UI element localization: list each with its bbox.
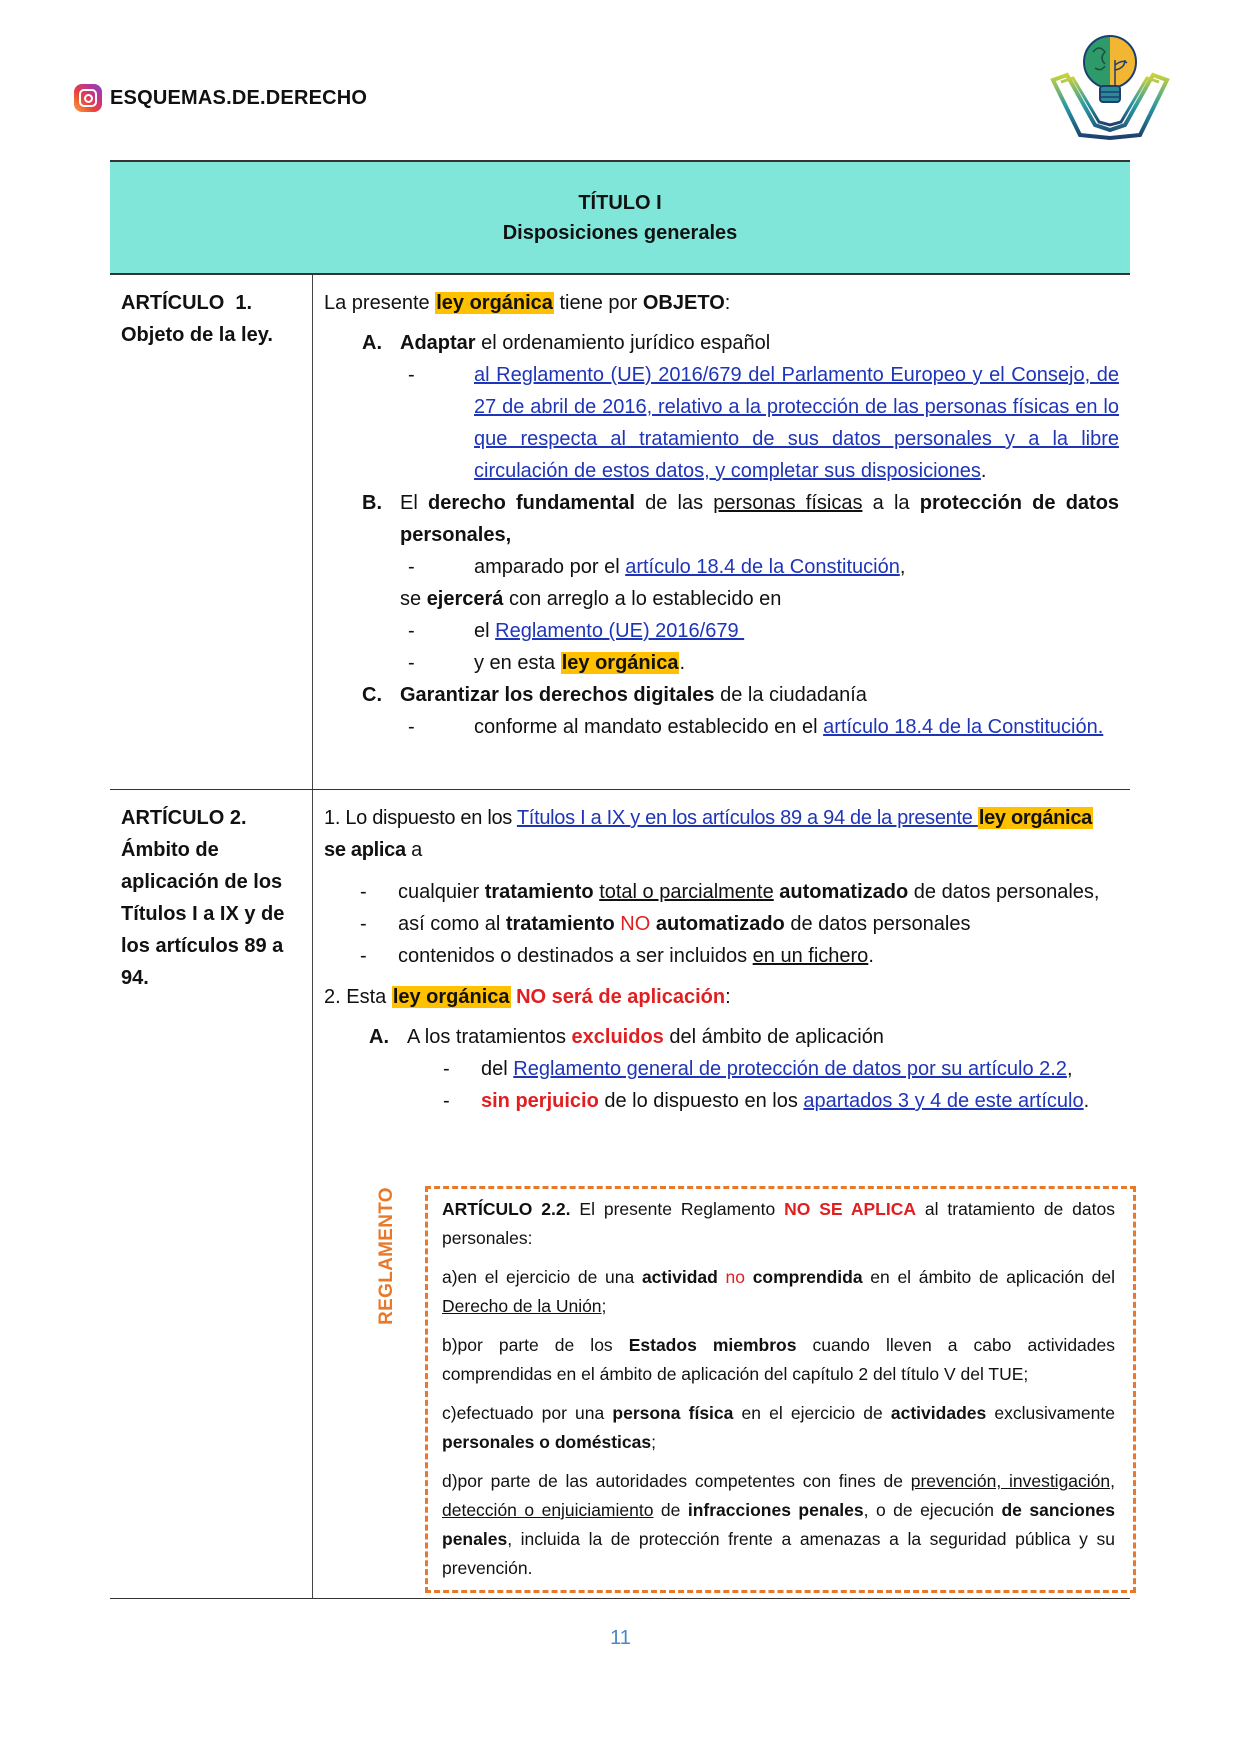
bold-text: actividad [641, 1267, 718, 1287]
article-2-item-a [324, 1021, 1119, 1117]
bold-text: infracciones penales [687, 1500, 864, 1520]
title-header [110, 160, 1130, 275]
underlined-text: total o parcialmente [599, 881, 774, 903]
text: y en esta [474, 652, 561, 674]
red-no: no [725, 1267, 745, 1287]
bold-text: de sanciones penales [442, 1500, 1115, 1549]
reglamento-label-text: REGLAMENTO [376, 1187, 397, 1325]
bold-text: Garantizar los derechos digitales [400, 684, 715, 706]
dash-bullet: - [408, 556, 415, 578]
highlight-ley-organica: ley orgánica [436, 292, 553, 314]
text: a [405, 839, 422, 861]
text: ; [601, 1296, 607, 1316]
reglamento-item-d [442, 1467, 1115, 1583]
bold-text: tratamiento [484, 881, 594, 903]
text: de datos personales [784, 913, 971, 935]
page-number: 11 [610, 1627, 631, 1649]
list-item [324, 908, 1119, 940]
highlight-ley-organica: ley orgánica [561, 652, 679, 674]
text: en el ámbito de aplicación del [862, 1267, 1115, 1287]
highlight-ley-organica: ley orgánica [392, 986, 510, 1008]
text: del ámbito de aplicación [663, 1026, 884, 1048]
list-item [400, 615, 1119, 647]
text: de la ciudadanía [714, 684, 867, 706]
text: conforme al mandato establecido en el [474, 716, 824, 738]
text: al tratamiento de datos personales: [442, 1199, 1115, 1248]
text: el [474, 620, 496, 642]
text: cuando lleven a cabo actividades comprendidas en el ámbito de aplicación del capítulo 2 del título V del TUE; [442, 1335, 1115, 1384]
reglamento-item-a [442, 1263, 1115, 1321]
link-rgpd-2-2[interactable]: Reglamento general de protección de datos por su artículo 2.2 [513, 1058, 1067, 1080]
text: el ordenamiento jurídico español [475, 332, 771, 354]
article-2-number: ARTÍCULO 2. [121, 807, 247, 829]
article-2-row [110, 790, 1130, 1599]
list-item [400, 551, 1119, 583]
text: c)efectuado por una [442, 1403, 613, 1423]
text: : [724, 292, 731, 314]
text: . [868, 945, 874, 967]
list-item [400, 647, 1119, 679]
red-no: NO [620, 913, 651, 935]
bold-adaptar: Adaptar [400, 332, 476, 354]
text: El [400, 492, 428, 514]
title-number: TÍTULO I [578, 191, 662, 214]
article-1-intro [324, 287, 1119, 319]
bold-text: se aplica [324, 839, 406, 861]
link-apartados[interactable]: apartados 3 y 4 de este artículo [803, 1090, 1084, 1112]
text: amparado por el [474, 556, 626, 578]
bold-objeto: OBJETO [642, 292, 725, 314]
highlight-ley-organica: ley orgánica [978, 807, 1092, 829]
text: del [481, 1058, 514, 1080]
dash-bullet: - [408, 716, 415, 738]
dash-bullet: - [408, 652, 415, 674]
article-1-heading [110, 275, 313, 789]
article-1-row [110, 275, 1130, 790]
title-name: Disposiciones generales [502, 221, 738, 244]
list-item [400, 359, 1119, 487]
article-1-item-c [324, 679, 1119, 743]
text: b)por parte de los [442, 1335, 629, 1355]
text: a)en el ejercicio de una [442, 1267, 642, 1287]
article-1-item-a [324, 327, 1119, 487]
article-2-paragraph-2 [324, 981, 1119, 1013]
reglamento-article-2-2-box [425, 1186, 1136, 1593]
underlined-text: Derecho de la Unión [442, 1296, 602, 1316]
lightbulb-book-logo [1045, 30, 1175, 140]
text: así como al [398, 913, 506, 935]
text: . [980, 460, 987, 482]
list-item [400, 711, 1119, 743]
text: contenidos o destinados a ser incluidos [398, 945, 753, 967]
text: de datos personales, [908, 881, 1100, 903]
text: 1. Lo dispuesto en los [324, 807, 517, 829]
dash-bullet: - [443, 1058, 450, 1080]
article-2-title-line: Ámbito de [121, 839, 219, 861]
bold-text: automatizado [655, 913, 785, 935]
list-marker: B. [362, 492, 382, 514]
underlined-text: prevención, investigación, detección o enjuiciamiento [442, 1471, 1116, 1520]
text: en el ejercicio de [733, 1403, 891, 1423]
list-marker: C. [362, 684, 382, 706]
text: de [653, 1500, 688, 1520]
bold-text: persona física [612, 1403, 734, 1423]
dash-bullet: - [443, 1090, 450, 1112]
list-item [407, 1053, 1119, 1085]
article-2-title-line: 94. [121, 967, 149, 989]
text: tiene por [553, 292, 643, 314]
bold-text: actividades [890, 1403, 987, 1423]
text: La presente [324, 292, 436, 314]
bold-text: tratamiento [505, 913, 615, 935]
dash-bullet: - [360, 881, 367, 903]
red-no-aplicacion: NO será de aplicación [516, 986, 726, 1008]
text: se [400, 588, 427, 610]
text: 2. Esta [324, 986, 392, 1008]
underlined-text: personas físicas [713, 492, 863, 514]
article-1-item-b [324, 487, 1119, 679]
underlined-text: en un fichero [752, 945, 869, 967]
text: El presente Reglamento [570, 1199, 785, 1219]
red-no-se-aplica: NO SE APLICA [784, 1199, 916, 1219]
text: ; [651, 1432, 656, 1452]
reglamento-intro [442, 1195, 1115, 1253]
text: , [899, 556, 906, 578]
red-sin-perjuicio: sin perjuicio [481, 1090, 599, 1112]
bold-text: ARTÍCULO 2.2. [442, 1199, 571, 1219]
brand-header [74, 84, 367, 112]
text: d)por parte de las autoridades competentes con fines de [442, 1471, 911, 1491]
link-reglamento[interactable]: Reglamento (UE) 2016/679 [495, 620, 745, 642]
list-item [324, 876, 1119, 908]
text: , o de ejecución [863, 1500, 1002, 1520]
articles-table [110, 160, 1130, 1599]
dash-bullet: - [360, 913, 367, 935]
brand-name: ESQUEMAS.DE.DERECHO [110, 86, 368, 109]
article-2-title-line: Títulos I a IX y de [121, 903, 285, 925]
text: cualquier [398, 881, 485, 903]
reglamento-item-c [442, 1399, 1115, 1457]
text: . [679, 652, 685, 674]
reglamento-side-label [372, 1186, 402, 1326]
text: con arreglo a lo establecido en [503, 588, 782, 610]
bold-text: ejercerá [426, 588, 504, 610]
article-1-content [313, 275, 1130, 789]
article-1-number: ARTÍCULO 1. [121, 292, 253, 314]
bold-text: Estados miembros [628, 1335, 797, 1355]
list-marker: A. [362, 332, 382, 354]
text: A los tratamientos [407, 1026, 572, 1048]
link-titulos[interactable]: Títulos I a IX y en los artículos 89 a 94 de la presente [516, 807, 978, 829]
dash-bullet: - [360, 945, 367, 967]
bold-text: comprendida [752, 1267, 863, 1287]
text: , incluida la de protección frente a amenazas a la seguridad pública y su prevención. [442, 1529, 1115, 1578]
text: exclusivamente [986, 1403, 1115, 1423]
article-1-title: Objeto de la ley. [121, 324, 273, 346]
link-constitucion[interactable]: artículo 18.4 de la Constitución. [823, 716, 1104, 738]
instagram-icon [74, 84, 102, 112]
dash-bullet: - [408, 364, 415, 386]
text: , [1066, 1058, 1073, 1080]
text: : [725, 986, 731, 1008]
list-marker: A. [369, 1026, 389, 1048]
list-item [324, 940, 1119, 972]
link-constitucion[interactable]: artículo 18.4 de la Constitución [625, 556, 900, 578]
text: a la [862, 492, 920, 514]
bold-text: automatizado [779, 881, 909, 903]
dash-bullet: - [408, 620, 415, 642]
article-2-title-line: aplicación de los [121, 871, 283, 893]
text: de lo dispuesto en los [598, 1090, 804, 1112]
bold-text: protección de datos personales, [400, 492, 1120, 546]
article-2-paragraph-1 [324, 802, 1119, 866]
article-2-title-line: los artículos 89 a [121, 935, 284, 957]
article-2-heading [110, 790, 313, 1598]
link-reglamento-ue[interactable]: al Reglamento (UE) 2016/679 del Parlamento Europeo y el Consejo, de 27 de abril de 2016, relativo a la protección de las personas físicas en lo que respecta al tratamiento de sus datos personales y a la libre circulación de estos datos, y completar sus disposiciones [474, 364, 1119, 482]
red-excluidos: excluidos [571, 1026, 664, 1048]
reglamento-item-b [442, 1331, 1115, 1389]
text: . [1083, 1090, 1090, 1112]
bold-text: personales o domésticas [442, 1432, 652, 1452]
bold-text: derecho fundamental [427, 492, 635, 514]
text: de las [634, 492, 714, 514]
list-item [407, 1085, 1119, 1117]
